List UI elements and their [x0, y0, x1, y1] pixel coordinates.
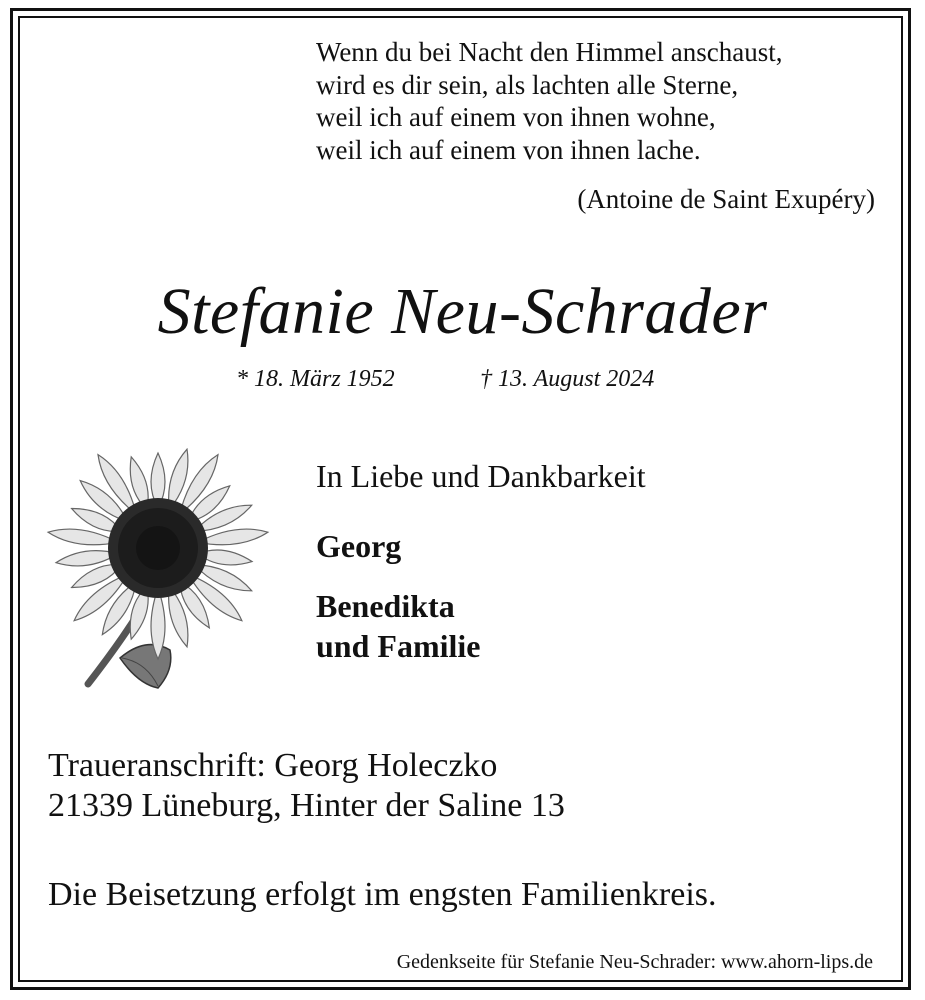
memorial-page-link[interactable]: Gedenkseite für Stefanie Neu-Schrader: www.ahorn-lips.de [396, 951, 873, 973]
poem-line: weil ich auf einem von ihnen wohne, [316, 102, 716, 132]
poem-author: (Antoine de Saint Exupéry) [577, 184, 875, 214]
mourners-list [316, 526, 480, 666]
sunflower-icon [46, 448, 272, 694]
deceased-name: Stefanie Neu-Schrader [157, 275, 768, 348]
birth-date: * 18. März 1952 [236, 366, 395, 392]
address-line: 21339 Lüneburg, Hinter der Saline 13 [48, 787, 565, 824]
mourning-phrase: In Liebe und Dankbarkeit [316, 458, 646, 494]
mourner-name: und Familie [316, 628, 481, 664]
poem [316, 36, 876, 166]
address-line: Traueranschrift: Georg Holeczko [48, 747, 498, 784]
death-date: † 13. August 2024 [480, 366, 655, 392]
funeral-note: Die Beisetzung erfolgt im engsten Familienkreis. [48, 876, 717, 913]
poem-line: weil ich auf einem von ihnen lache. [316, 134, 701, 165]
poem-line: Wenn du bei Nacht den Himmel anschaust, [316, 37, 783, 67]
mourning-address [48, 746, 565, 826]
poem-line: wird es dir sein, als lachten alle Sterne, [316, 69, 739, 100]
mourner-name: Georg [316, 528, 402, 564]
mourner-name: Benedikta [316, 588, 455, 624]
